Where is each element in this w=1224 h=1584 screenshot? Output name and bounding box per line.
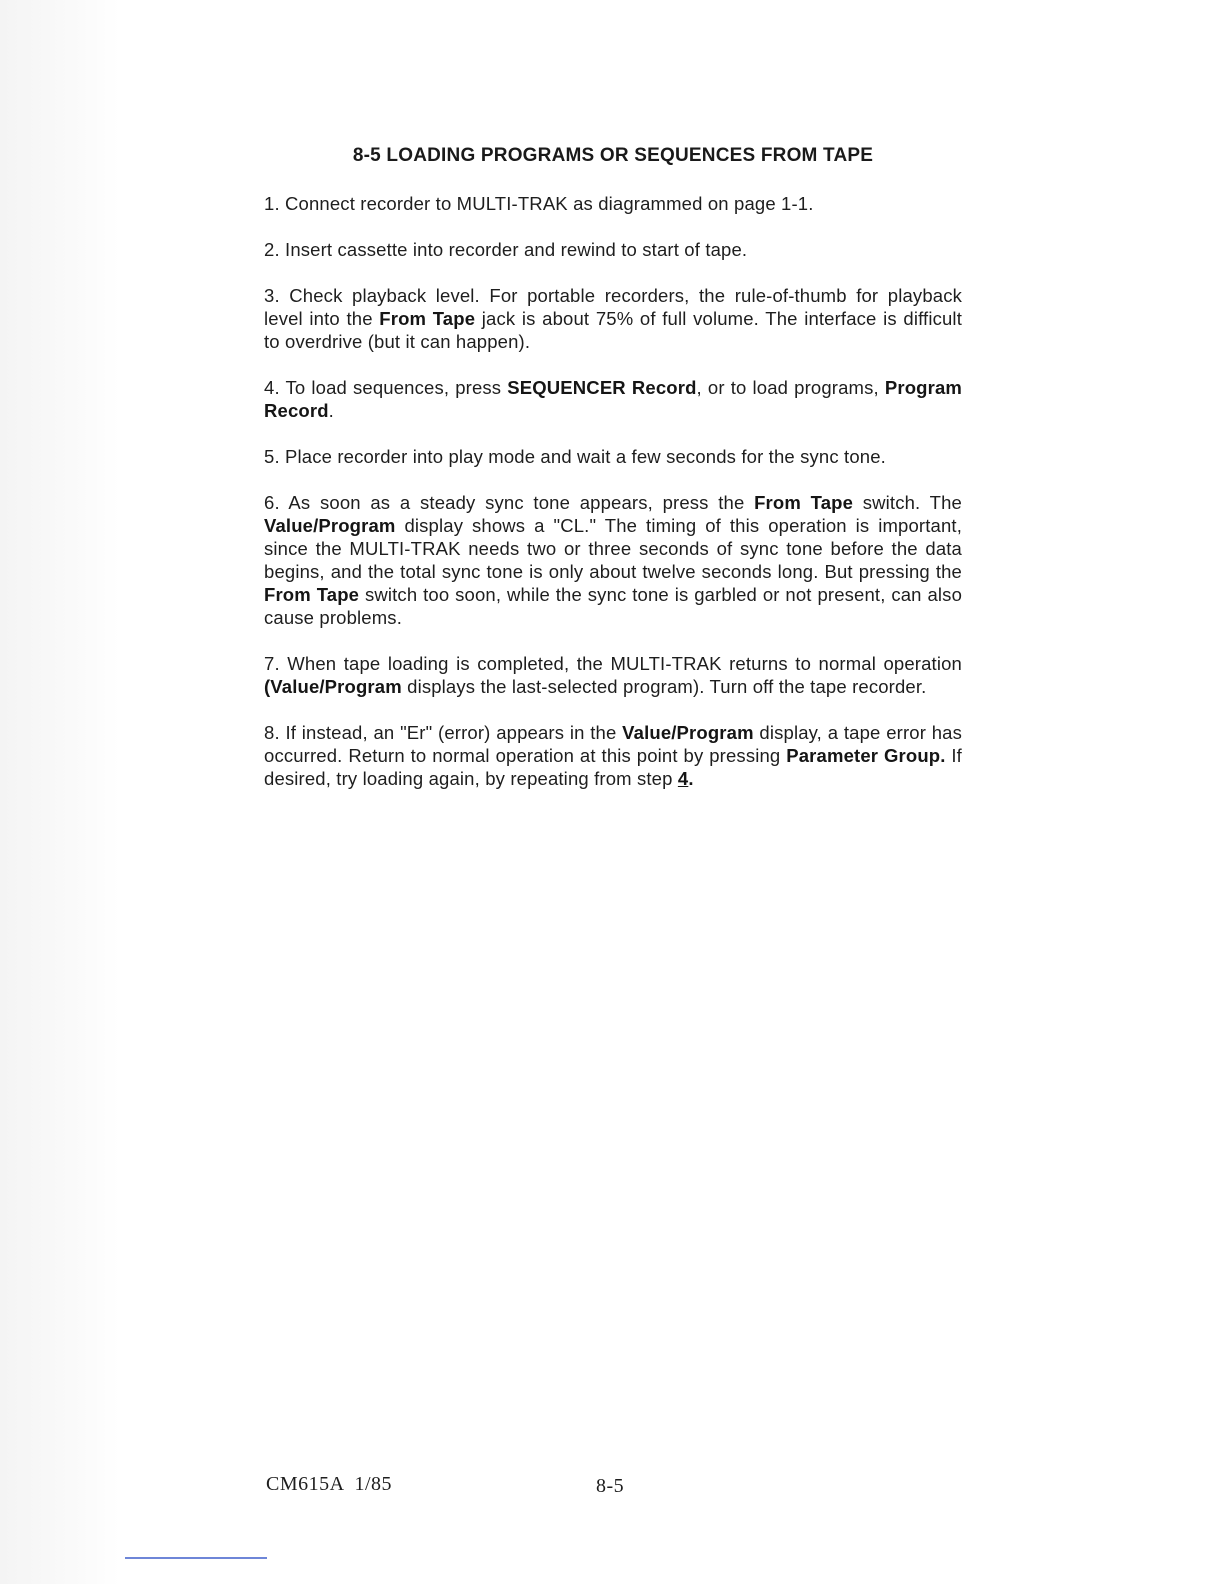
step-text: . xyxy=(688,768,694,789)
step-number: 4. xyxy=(264,377,280,398)
step-text: Place recorder into play mode and wait a few seconds for the sync tone. xyxy=(285,446,886,467)
step-number: 6. xyxy=(264,492,280,513)
document-body xyxy=(264,145,962,813)
step-2 xyxy=(264,238,962,261)
step-text: displays the last-selected program). Turn off the tape recorder. xyxy=(407,676,927,697)
step-text: Check playback level. For portable recorders, the rule-of-thumb for playback level into the xyxy=(264,285,962,329)
step-text: Connect recorder to MULTI-TRAK as diagrammed on page 1-1. xyxy=(285,193,814,214)
section-heading: 8-5 LOADING PROGRAMS OR SEQUENCES FROM TAPE xyxy=(352,145,874,166)
step-text: switch. The xyxy=(862,492,962,513)
step-text: switch too soon, while the sync tone is garbled or not present, can also cause problems. xyxy=(264,584,963,628)
scan-artifact-line xyxy=(125,1557,267,1559)
step-text: If instead, an "Er" (error) appears in the xyxy=(285,722,617,743)
bold-term: From Tape xyxy=(754,492,854,513)
step-number: 7. xyxy=(264,653,280,674)
step-6 xyxy=(264,491,962,629)
step-text: To load sequences, press xyxy=(285,377,502,398)
step-text: display shows a "CL." The timing of this operation is important, since the MULTI-TRAK needs two or three seconds of sync tone before the data begins, and the total sync tone is only about twelve seconds long. But pressing the xyxy=(264,515,962,582)
step-reference: 4 xyxy=(677,768,689,789)
step-5 xyxy=(264,445,962,468)
document-id: CM615A 1/85 xyxy=(266,1473,393,1495)
step-text: . xyxy=(328,400,334,421)
bold-term: From Tape xyxy=(264,584,360,605)
bold-term: Parameter Group. xyxy=(786,745,946,766)
bold-term: (Value/Program xyxy=(264,676,402,697)
bold-term: Value/Program xyxy=(264,515,396,536)
step-7 xyxy=(264,652,962,698)
step-text: As soon as a steady sync tone appears, press the xyxy=(288,492,745,513)
step-number: 5. xyxy=(264,446,280,467)
step-number: 3. xyxy=(264,285,280,306)
step-1 xyxy=(264,192,962,215)
step-text: If desired, try loading again, by repeating from step xyxy=(264,745,962,789)
page-number: 8-5 xyxy=(596,1475,625,1497)
step-text: display, a tape error has occurred. Return to normal operation at this point by pressing xyxy=(264,722,963,766)
bold-term: From Tape xyxy=(379,308,476,329)
step-text: , or to load programs, xyxy=(696,377,879,398)
step-4 xyxy=(264,376,962,422)
step-text: Insert cassette into recorder and rewind to start of tape. xyxy=(285,239,748,260)
bold-term: Value/Program xyxy=(622,722,754,743)
scan-margin-shade xyxy=(0,0,120,1584)
step-number: 1. xyxy=(264,193,280,214)
step-number: 2. xyxy=(264,239,280,260)
bold-term: SEQUENCER Record xyxy=(507,377,697,398)
step-8 xyxy=(264,721,962,790)
step-number: 8. xyxy=(264,722,280,743)
bold-term: Program Record xyxy=(264,377,962,421)
step-3 xyxy=(264,284,962,353)
step-text: jack is about 75% of full volume. The interface is difficult to overdrive (but it can happen). xyxy=(264,308,962,352)
step-text: When tape loading is completed, the MULTI-TRAK returns to normal operation xyxy=(287,653,962,674)
